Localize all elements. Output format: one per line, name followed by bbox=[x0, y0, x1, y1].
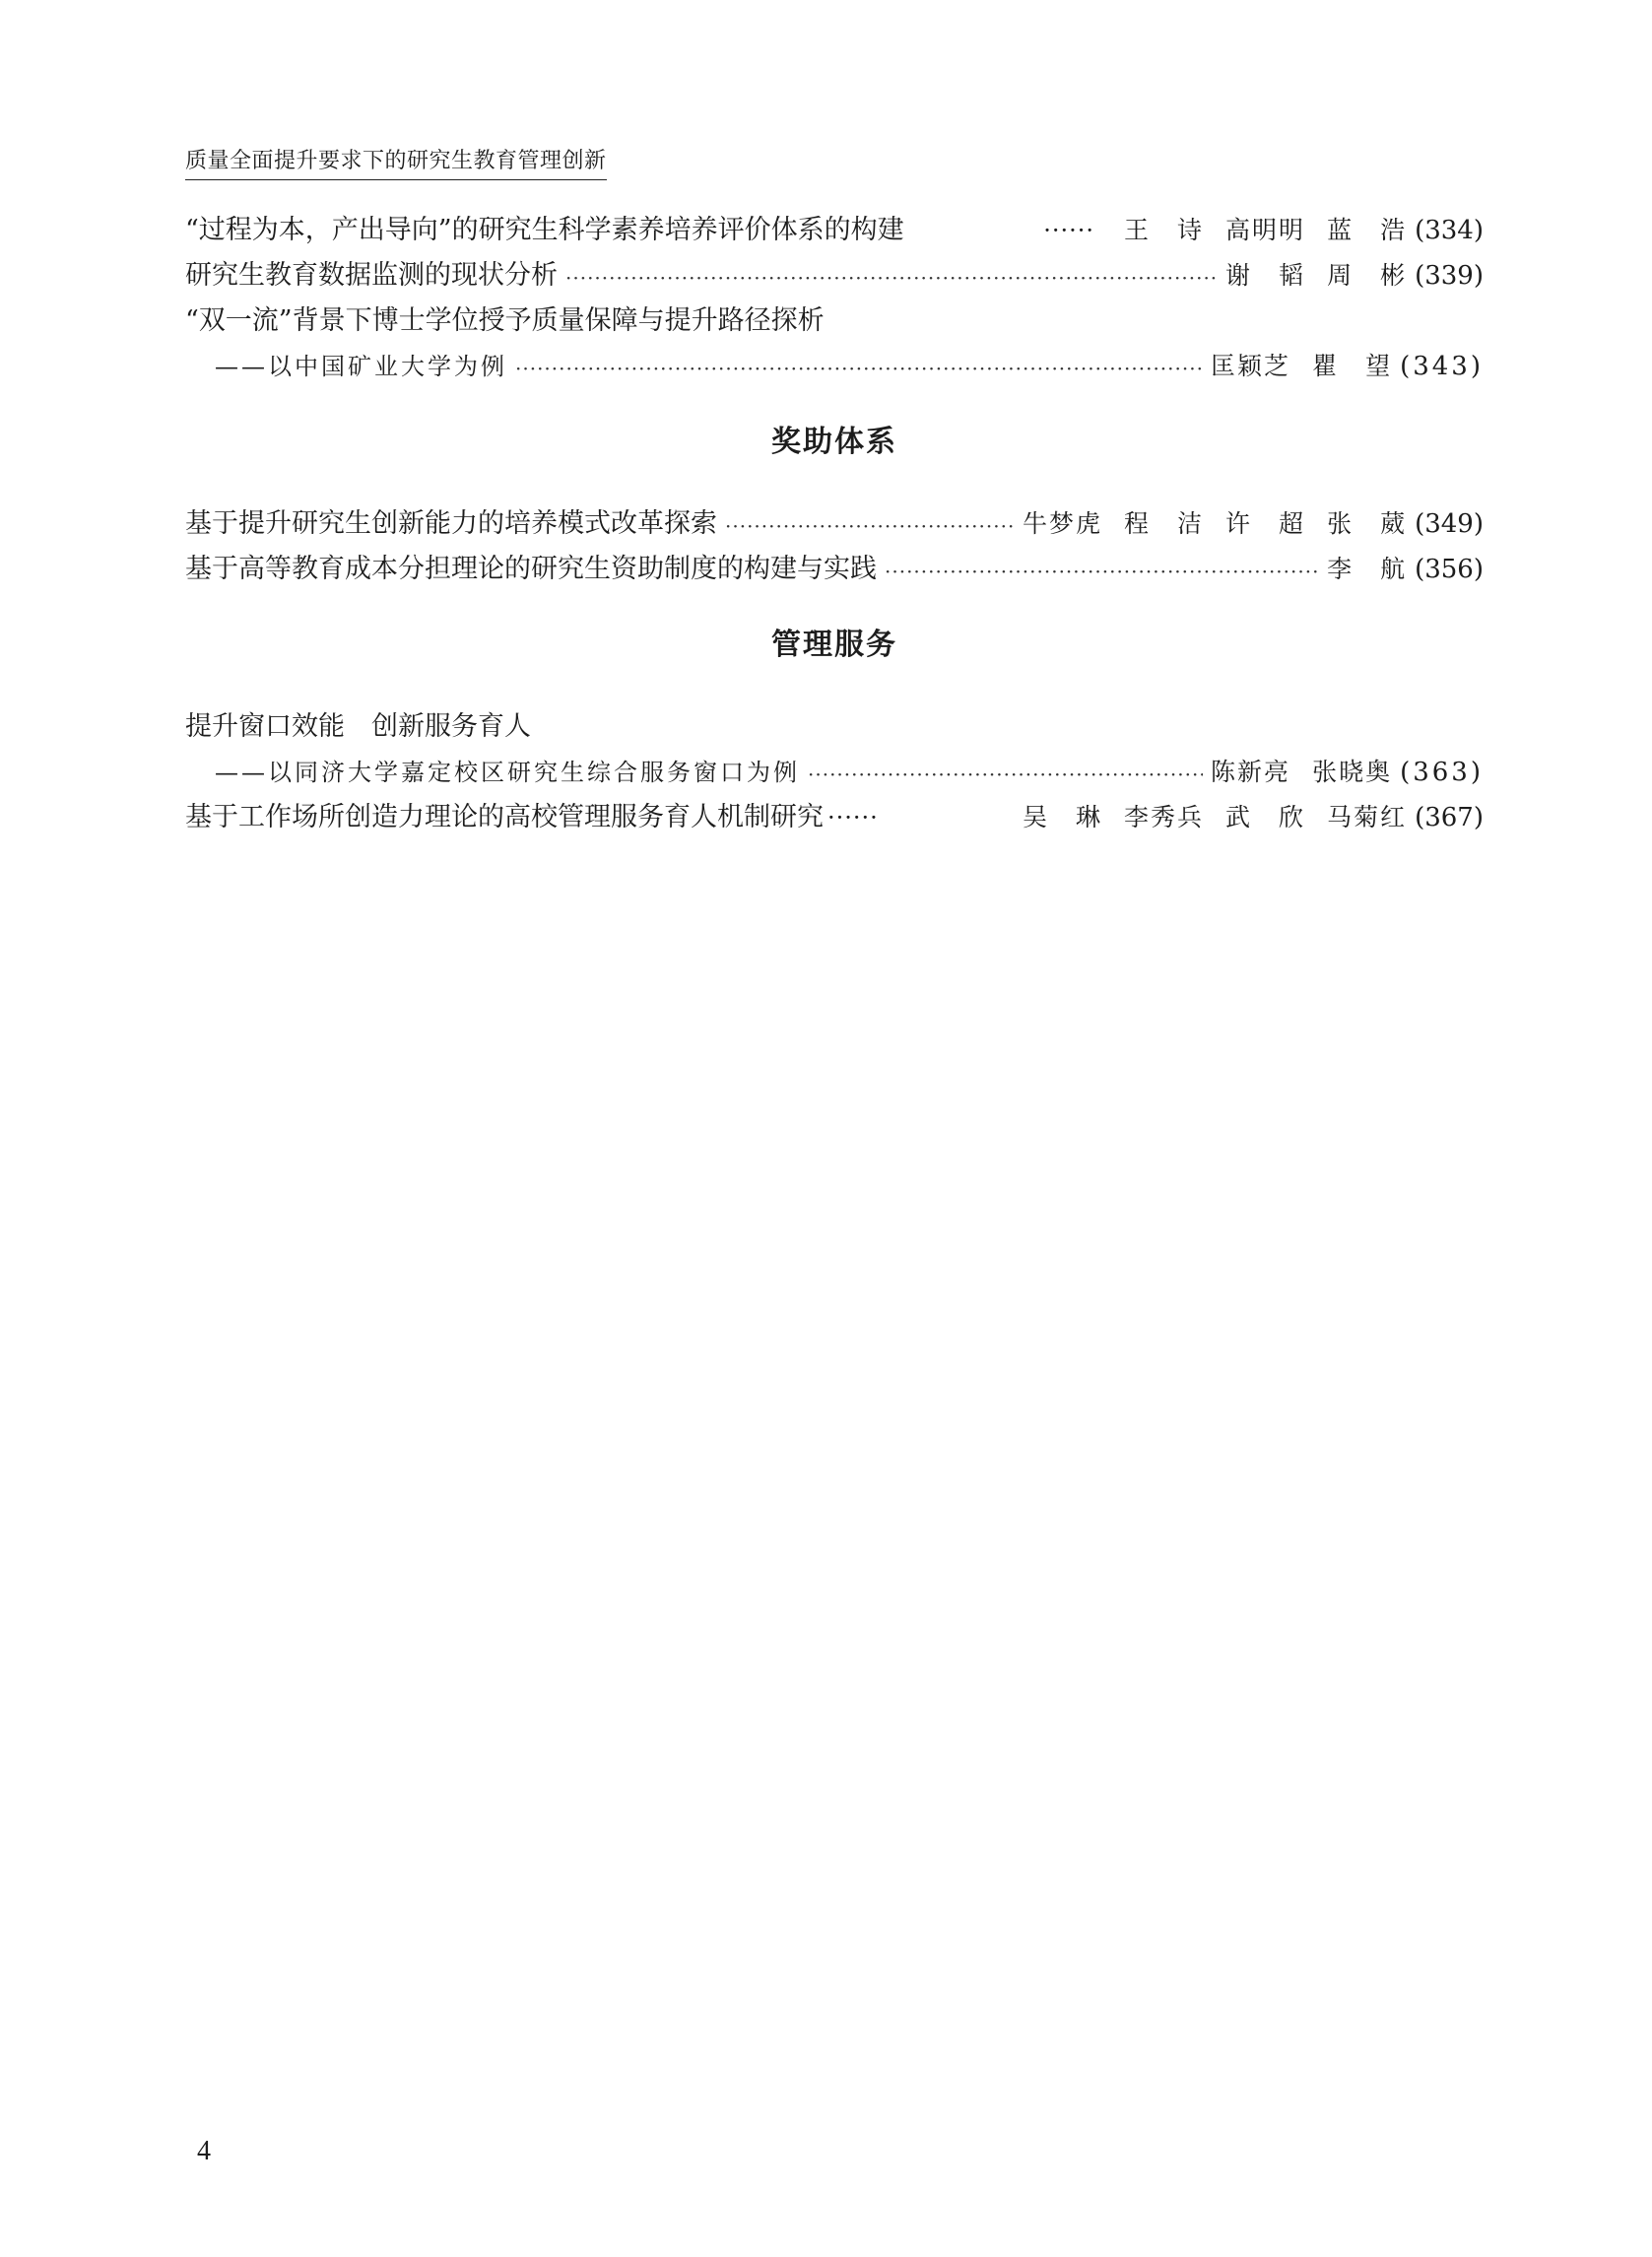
entry-title: 提升窗口效能 创新服务育人 bbox=[185, 711, 531, 742]
entry-authors bbox=[1211, 753, 1392, 792]
toc-entry[interactable] bbox=[185, 296, 1484, 341]
entry-leader bbox=[565, 260, 1218, 296]
toc-entry[interactable] bbox=[185, 250, 1484, 296]
entry-title: 基于高等教育成本分担理论的研究生资助制度的构建与实践 bbox=[185, 554, 877, 584]
entry-subtitle: ——以中国矿业大学为例 bbox=[215, 353, 507, 380]
toc-entry-subtitle[interactable] bbox=[185, 341, 1484, 386]
entry-author: 程 洁 bbox=[1124, 509, 1205, 538]
entry-title: “双一流”背景下博士学位授予质量保障与提升路径探析 bbox=[185, 305, 825, 336]
entry-page: (343) bbox=[1400, 352, 1484, 381]
entry-author: 马菊红 bbox=[1327, 803, 1408, 831]
entry-title: 基于工作场所创造力理论的高校管理服务育人机制研究 bbox=[185, 802, 824, 832]
toc-entry[interactable] bbox=[185, 792, 1484, 837]
entry-page: (356) bbox=[1415, 555, 1484, 584]
entry-leader bbox=[725, 508, 1015, 544]
entry-author: 牛梦虎 bbox=[1023, 509, 1103, 538]
table-of-contents bbox=[185, 205, 1484, 837]
entry-author: 李 航 bbox=[1327, 555, 1408, 583]
entry-author: 高明明 bbox=[1225, 216, 1306, 244]
entry-author: 王 诗 bbox=[1124, 216, 1205, 244]
entry-page: (339) bbox=[1415, 261, 1484, 291]
entry-title: 基于提升研究生创新能力的培养模式改革探索 bbox=[185, 508, 717, 539]
entry-authors bbox=[1327, 550, 1407, 589]
section-heading-scholarship: 奖助体系 bbox=[771, 425, 897, 459]
page-number: 4 bbox=[197, 2136, 211, 2166]
entry-page: (334) bbox=[1415, 216, 1484, 245]
entry-authors bbox=[1211, 347, 1392, 386]
entry-author: 李秀兵 bbox=[1124, 803, 1205, 831]
entry-leader bbox=[808, 757, 1203, 792]
entry-author: 张 葳 bbox=[1327, 509, 1408, 538]
entry-leader: ······ bbox=[827, 804, 879, 831]
entry-subtitle: ——以同济大学嘉定校区研究生综合服务窗口为例 bbox=[215, 759, 800, 786]
section-heading-service: 管理服务 bbox=[771, 628, 897, 662]
entry-author: 瞿 望 bbox=[1312, 352, 1393, 380]
entry-page: (367) bbox=[1415, 803, 1484, 832]
entry-author: 吴 琳 bbox=[1023, 803, 1103, 831]
entry-author: 许 超 bbox=[1225, 509, 1306, 538]
entry-authors bbox=[1023, 798, 1407, 837]
entry-author: 周 彬 bbox=[1327, 261, 1408, 290]
entry-author: 陈新亮 bbox=[1211, 758, 1291, 786]
entry-leader bbox=[885, 554, 1319, 589]
entry-title: “过程为本，产出导向”的研究生科学素养培养评价体系的构建 bbox=[185, 215, 904, 245]
running-header: 质量全面提升要求下的研究生教育管理创新 bbox=[185, 148, 607, 180]
toc-entry[interactable] bbox=[185, 701, 1484, 747]
entry-author: 谢 韬 bbox=[1225, 261, 1306, 290]
toc-entry[interactable] bbox=[185, 544, 1484, 589]
toc-entry[interactable] bbox=[185, 205, 1484, 250]
entry-author: 武 欣 bbox=[1225, 803, 1306, 831]
entry-authors bbox=[1124, 211, 1407, 250]
entry-page: (363) bbox=[1400, 758, 1484, 787]
entry-author: 匡颖芝 bbox=[1211, 352, 1291, 380]
entry-author: 蓝 浩 bbox=[1327, 216, 1408, 244]
entry-authors bbox=[1225, 256, 1407, 296]
entry-authors bbox=[1023, 504, 1407, 544]
toc-entry-subtitle[interactable] bbox=[185, 747, 1484, 792]
entry-leader bbox=[515, 351, 1203, 386]
entry-leader: ······ bbox=[1043, 217, 1095, 244]
entry-author: 张晓奥 bbox=[1312, 758, 1393, 786]
entry-title: 研究生教育数据监测的现状分析 bbox=[185, 260, 558, 291]
toc-entry[interactable] bbox=[185, 498, 1484, 544]
entry-page: (349) bbox=[1415, 509, 1484, 539]
